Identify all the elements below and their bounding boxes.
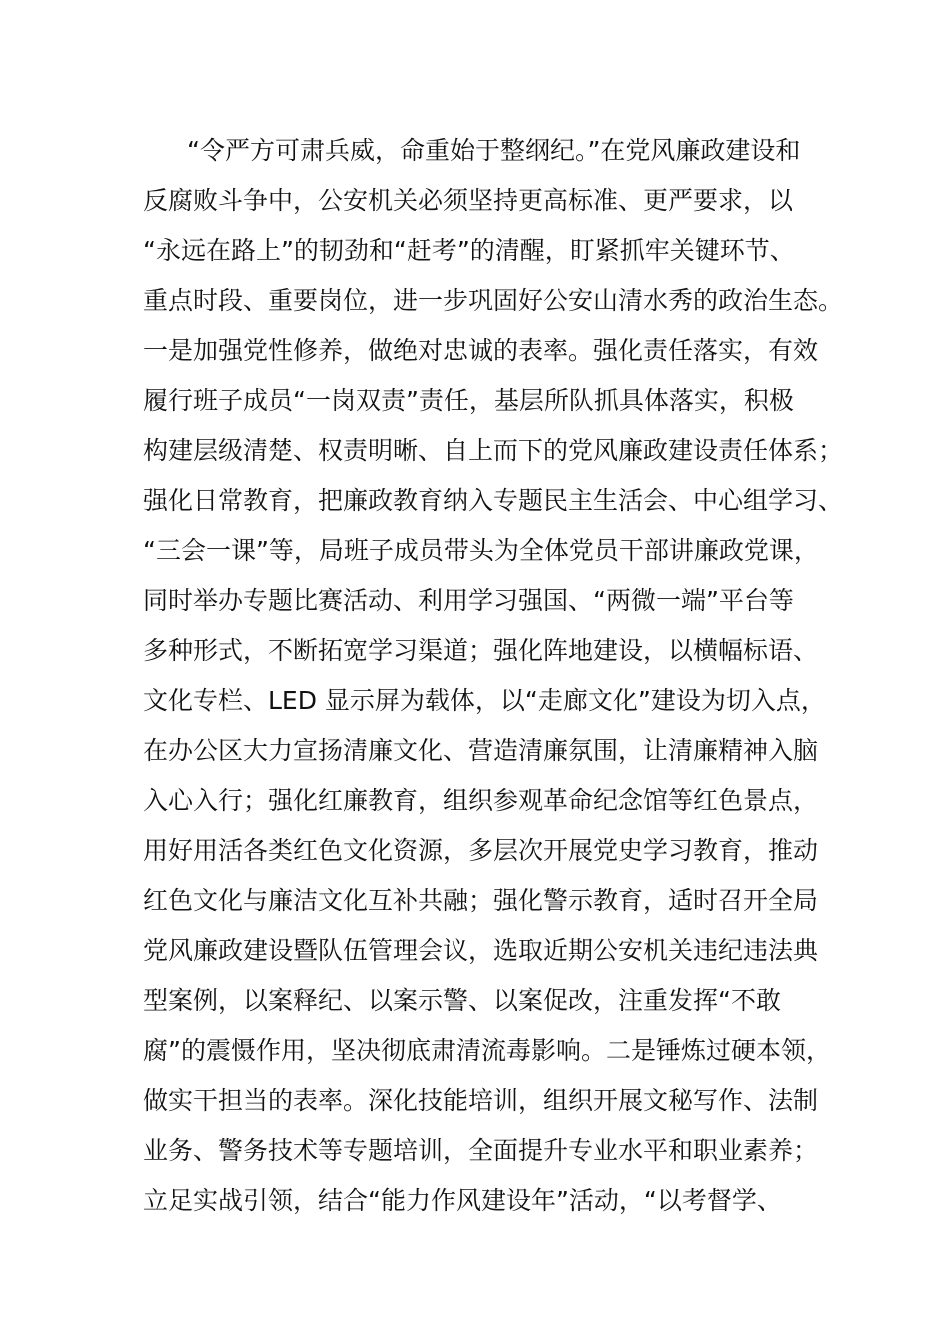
text-line: 用好用活各类红色文化资源，多层次开展党史学习教育，推动 xyxy=(143,836,819,865)
text-line: 同时举办专题比赛活动、利用学习强国、“两微一端”平台等 xyxy=(143,586,794,615)
text-line: 腐”的震慑作用，坚决彻底肃清流毒影响。二是锤炼过硬本领， xyxy=(143,1036,831,1065)
body-paragraph xyxy=(143,126,844,1226)
text-line: 构建层级清楚、权责明晰、自上而下的党风廉政建设责任体系； xyxy=(143,436,844,465)
text-line: 型案例，以案释纪、以案示警、以案促改，注重发挥“不敢 xyxy=(143,986,781,1015)
text-line: 多种形式，不断拓宽学习渠道；强化阵地建设，以横幅标语、 xyxy=(143,636,819,665)
text-line: 重点时段、重要岗位，进一步巩固好公安山清水秀的政治生态。 xyxy=(143,286,844,315)
text-line: 文化专栏、LED 显示屏为载体，以“走廊文化”建设为切入点， xyxy=(143,686,826,715)
text-line: 红色文化与廉洁文化互补共融；强化警示教育，适时召开全局 xyxy=(143,886,819,915)
text-line: 党风廉政建设暨队伍管理会议，选取近期公安机关违纪违法典 xyxy=(143,936,819,965)
text-line: “令严方可肃兵威，命重始于整纲纪。”在党风廉政建设和 xyxy=(187,136,801,165)
text-line: 反腐败斗争中，公安机关必须坚持更高标准、更严要求，以 xyxy=(143,186,794,215)
text-line: “永远在路上”的韧劲和“赶考”的清醒，盯紧抓牢关键环节、 xyxy=(143,236,795,265)
text-line: 入心入行；强化红廉教育，组织参观革命纪念馆等红色景点， xyxy=(143,786,819,815)
text-line: 一是加强党性修养，做绝对忠诚的表率。强化责任落实，有效 xyxy=(143,336,819,365)
text-line: 强化日常教育，把廉政教育纳入专题民主生活会、中心组学习、 xyxy=(143,486,844,515)
text-line: 履行班子成员“一岗双责”责任，基层所队抓具体落实，积极 xyxy=(143,386,794,415)
text-line: 立足实战引领，结合“能力作风建设年”活动，“以考督学、 xyxy=(143,1186,782,1215)
text-line: “三会一课”等，局班子成员带头为全体党员干部讲廉政党课， xyxy=(143,536,819,565)
text-line: 做实干担当的表率。深化技能培训，组织开展文秘写作、法制 xyxy=(143,1086,819,1115)
text-line: 业务、警务技术等专题培训，全面提升专业水平和职业素养； xyxy=(143,1136,819,1165)
text-line: 在办公区大力宣扬清廉文化、营造清廉氛围，让清廉精神入脑 xyxy=(143,736,819,765)
